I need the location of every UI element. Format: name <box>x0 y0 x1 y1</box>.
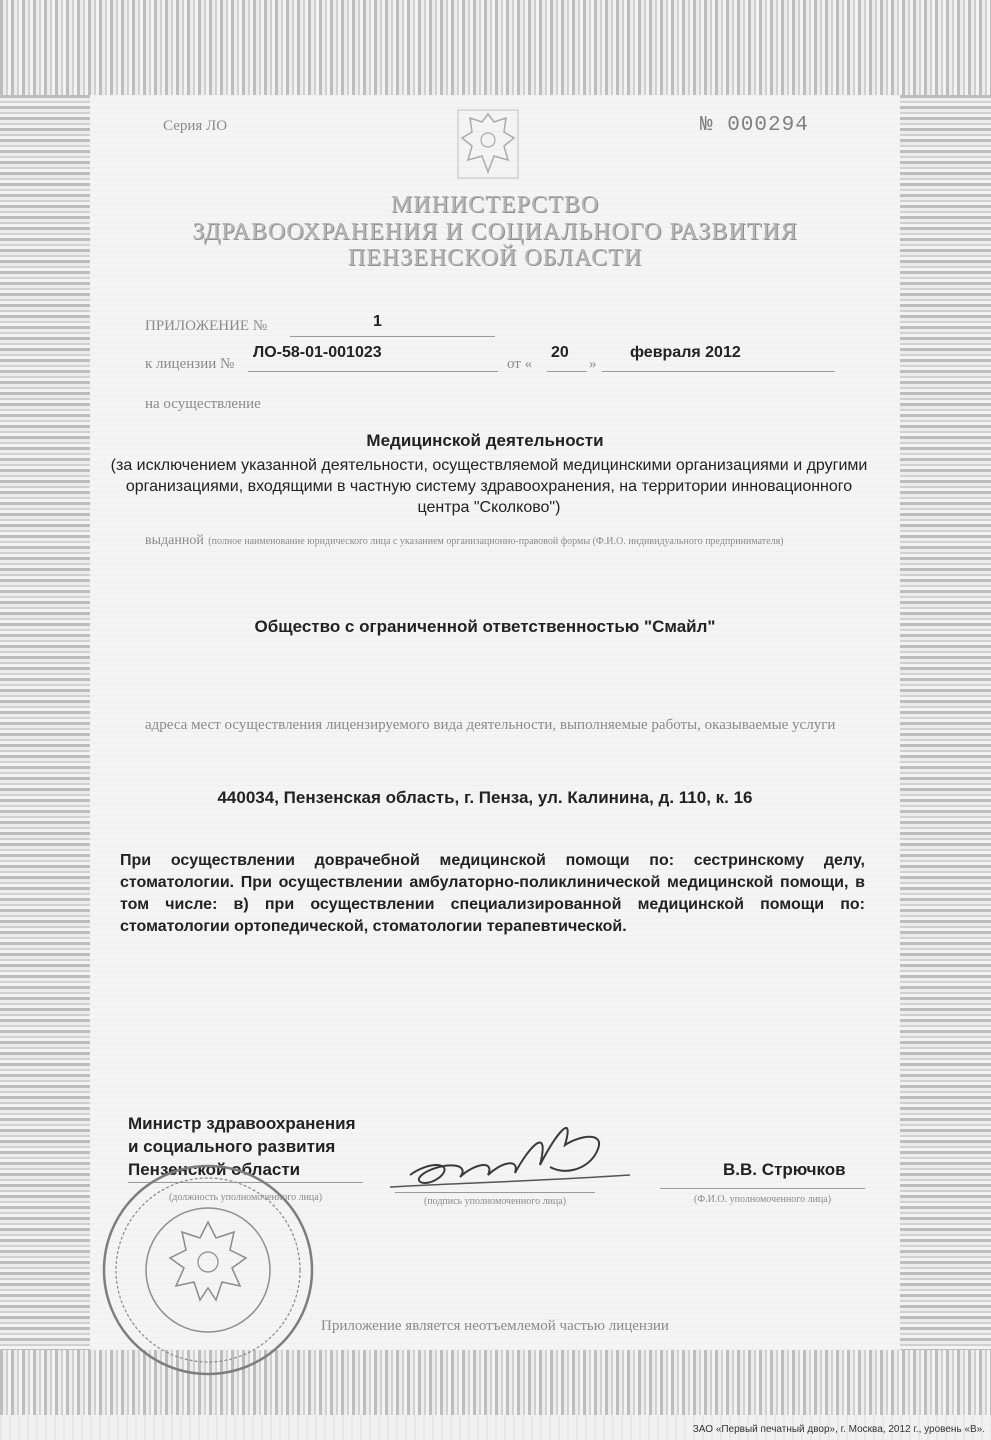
address-label: адреса мест осуществления лицензируемого вида деятельности, выполняемые работы, оказываемые услуги <box>145 717 836 733</box>
frame-top <box>0 0 991 95</box>
license-label: к лицензии № <box>145 356 235 372</box>
signature-caption: (подпись уполномоченного лица) <box>423 1196 567 1207</box>
issued-hint: (полное наименование юридического лица с указанием организационно-правовой формы (Ф.И.О. индивидуального предпринимателя) <box>208 536 784 547</box>
activity-description: (за исключением указанной деятельности, осуществляемой медицинскими организациями и другими организациями, входящими в частную систему здравоохранения, на территории инновационного центра "Сколково") <box>110 457 868 516</box>
document-number: № 000294 <box>700 114 809 137</box>
ministry-line-1: МИНИСТЕРСТВО <box>390 192 600 218</box>
signature-line <box>395 1192 595 1193</box>
handwritten-signature <box>380 1105 640 1200</box>
services-text: При осуществлении доврачебной медицинской помощи по: сестринскому делу, стоматологии. При осуществлении амбулаторно-поликлинической медицинской помощи, в том числе: в) при осуществлении специализированной медицинской помощи по: стоматологии ортопедической, стоматологии терапевтической. <box>120 852 865 935</box>
position-line-2: и социального развития <box>128 1137 336 1156</box>
issued-block <box>145 532 855 549</box>
frame-right <box>900 95 991 1350</box>
position-caption: (должность уполномоченного лица) <box>168 1192 323 1203</box>
license-date-line <box>602 371 835 372</box>
ministry-line-3: ПЕНЗЕНСКОЙ ОБЛАСТИ <box>347 245 643 271</box>
license-month-year: февраля 2012 <box>630 344 741 361</box>
activity-label: на осуществление <box>145 396 261 412</box>
license-day-line <box>547 371 587 372</box>
address-value: 440034, Пензенская область, г. Пенза, ул. Калинина, д. 110, к. 16 <box>217 788 753 807</box>
organization-name: Общество с ограниченной ответственностью "Смайл" <box>254 617 716 636</box>
license-number-line <box>248 371 498 372</box>
appendix-number: 1 <box>373 313 382 330</box>
footer-note: Приложение является неотъемлемой частью лицензии <box>321 1318 669 1334</box>
appendix-label: ПРИЛОЖЕНИЕ № <box>145 318 268 334</box>
printer-imprint: ЗАО «Первый печатный двор», г. Москва, 2012 г., уровень «В». <box>692 1424 985 1435</box>
frame-left <box>0 95 90 1350</box>
license-day-close: » <box>589 356 597 372</box>
name-line <box>660 1188 865 1189</box>
activity-title: Медицинской деятельности <box>366 431 604 450</box>
official-seal <box>98 1160 318 1380</box>
signatory-name: В.В. Стрючков <box>723 1160 846 1179</box>
position-line-1: Министр здравоохранения <box>128 1114 356 1133</box>
series-label: Серия ЛО <box>163 118 228 134</box>
ministry-line-2: ЗДРАВООХРАНЕНИЯ И СОЦИАЛЬНОГО РАЗВИТИЯ <box>192 219 798 245</box>
license-number: ЛО-58-01-001023 <box>253 344 382 361</box>
position-line-3: Пензенской области <box>128 1160 301 1179</box>
license-day: 20 <box>551 344 569 361</box>
name-caption: (Ф.И.О. уполномоченного лица) <box>693 1194 832 1205</box>
coat-of-arms-icon <box>456 108 520 180</box>
appendix-number-line <box>290 336 495 337</box>
license-from-label: от « <box>507 356 533 372</box>
issued-label: выданной <box>145 533 204 548</box>
